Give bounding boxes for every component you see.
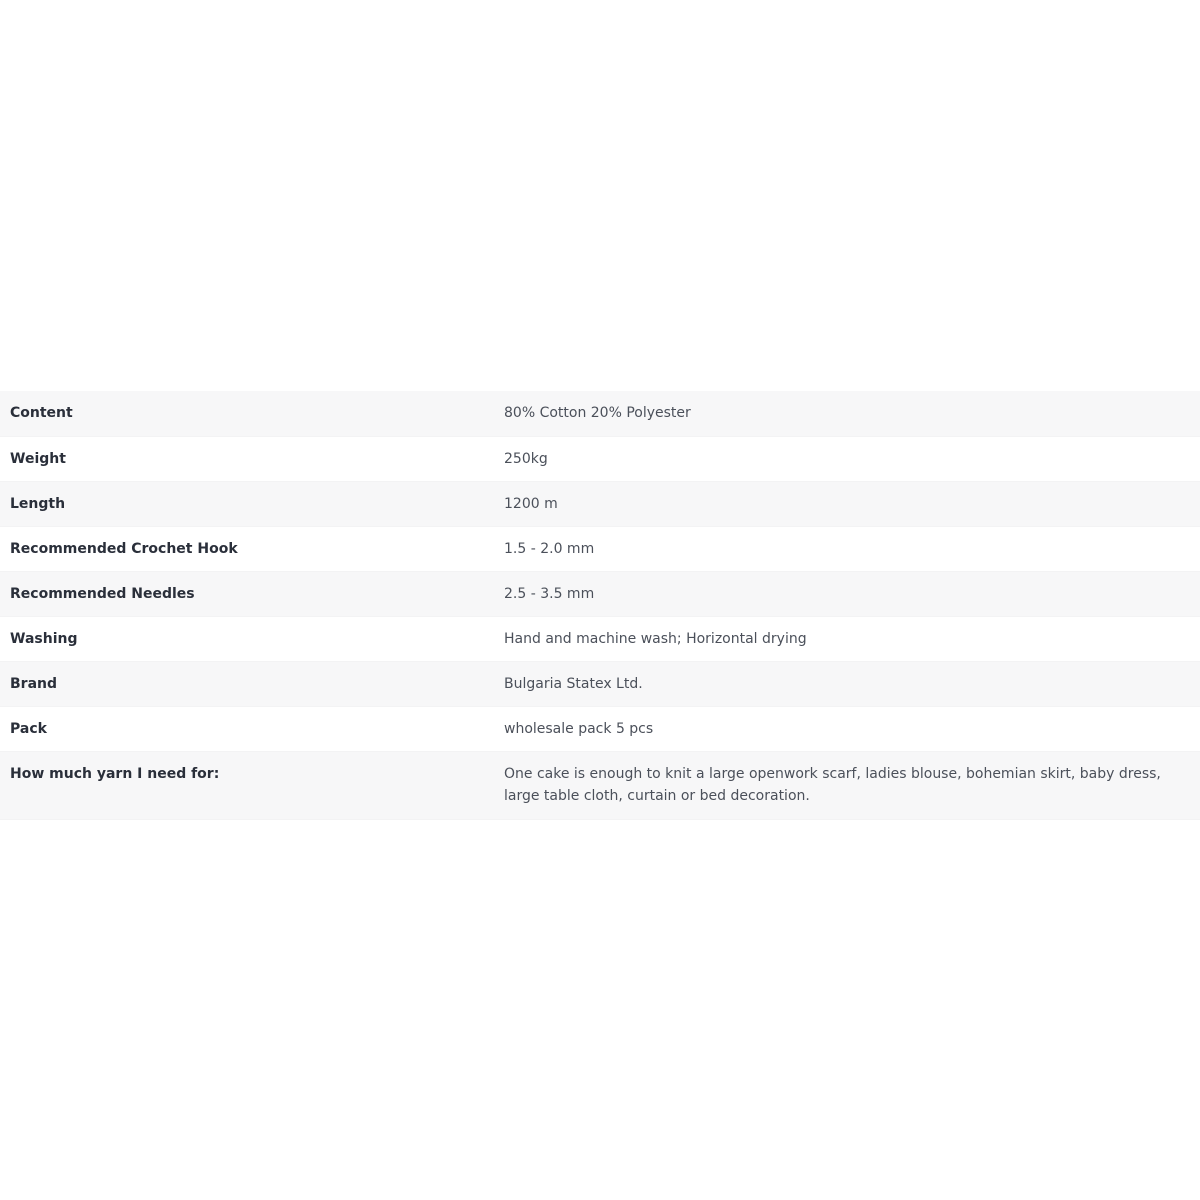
spec-key: Recommended Crochet Hook (0, 526, 494, 571)
spec-key: Length (0, 481, 494, 526)
spec-value: 2.5 - 3.5 mm (494, 571, 1200, 616)
spec-key: Content (0, 391, 494, 436)
spec-value: One cake is enough to knit a large openwork scarf, ladies blouse, bohemian skirt, baby dress, large table cloth, curtain or bed decoration. (494, 751, 1200, 819)
spec-key: Recommended Needles (0, 571, 494, 616)
product-spec-table (0, 391, 1200, 820)
spec-value: wholesale pack 5 pcs (494, 706, 1200, 751)
spec-value: Bulgaria Statex Ltd. (494, 661, 1200, 706)
spec-row-pack (0, 706, 1200, 751)
spec-row-weight (0, 436, 1200, 481)
spec-row-needles (0, 571, 1200, 616)
spec-row-yarn-needed (0, 751, 1200, 819)
spec-key: How much yarn I need for: (0, 751, 494, 819)
spec-row-crochet-hook (0, 526, 1200, 571)
spec-key: Brand (0, 661, 494, 706)
spec-row-length (0, 481, 1200, 526)
spec-key: Pack (0, 706, 494, 751)
spec-row-brand (0, 661, 1200, 706)
spec-value: Hand and machine wash; Horizontal drying (494, 616, 1200, 661)
spec-value: 250kg (494, 436, 1200, 481)
spec-key: Washing (0, 616, 494, 661)
spec-key: Weight (0, 436, 494, 481)
spec-row-washing (0, 616, 1200, 661)
spec-row-content (0, 391, 1200, 436)
spec-value: 1200 m (494, 481, 1200, 526)
spec-table-body (0, 391, 1200, 819)
spec-value: 80% Cotton 20% Polyester (494, 391, 1200, 436)
spec-value: 1.5 - 2.0 mm (494, 526, 1200, 571)
